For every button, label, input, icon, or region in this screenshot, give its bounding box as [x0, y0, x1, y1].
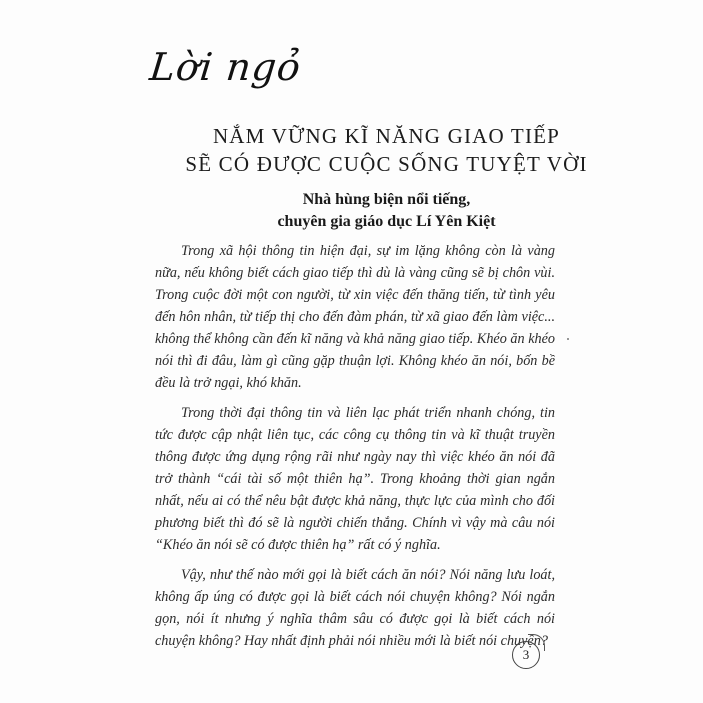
paper-speck	[567, 338, 569, 340]
chapter-heading: Lời ngỏ	[147, 45, 304, 89]
title-line-1: NẮM VỮNG KĨ NĂNG GIAO TIẾP	[212, 124, 561, 148]
page-number: 3	[512, 641, 540, 669]
title-line-2: SẼ CÓ ĐƯỢC CUỘC SỐNG TUYỆT VỜI	[185, 152, 588, 176]
paragraph-2: Trong thời đại thông tin và liên lạc phát triển nhanh chóng, tin tức được cập nhật liên tục, các công cụ thông tin và kĩ thuật truyền thông được ứng dụng rộng rãi như ngày nay thì việc khéo ăn nói đã trở thành “cái tài số một thiên hạ”. Trong khoảng thời gian ngắn nhất, nếu ai có thể nêu bật được khả năng, thực lực của mình cho đối phương biết thì đó sẽ là người chiến thắng. Chính vì vậy mà câu nói “Khéo ăn nói sẽ có được thiên hạ” rất có ý nghĩa.	[155, 405, 555, 553]
body-text	[155, 240, 555, 660]
paragraph-1: Trong xã hội thông tin hiện đại, sự im lặng không còn là vàng nữa, nếu không biết cách giao tiếp thì dù là vàng cũng sẽ bị chôn vùi. Trong cuộc đời một con người, từ xin việc đến thăng tiến, từ tình yêu đến hôn nhân, từ tiếp thị cho đến đàm phán, từ xã giao đến làm việc... không thể không cần đến kĩ năng và khả năng giao tiếp. Khéo ăn khéo nói thì đi đâu, làm gì cũng gặp thuận lợi. Không khéo ăn nói, bốn bề đều là trở ngại, khó khăn.	[155, 243, 555, 391]
author-line-1: Nhà hùng biện nổi tiếng,	[302, 191, 471, 208]
paragraph-3: Vậy, như thế nào mới gọi là biết cách ăn nói? Nói năng lưu loát, không ấp úng có được gọi là biết cách nói chuyện không? Nói ngắn gọn, nói ít nhưng ý nghĩa thâm sâu có được gọi là biết cách nói chuyện không? Hay nhất định phải nói nhiều mới là biết nói chuyện?	[155, 567, 555, 649]
author-line-2: chuyên gia giáo dục Lí Yên Kiệt	[277, 213, 496, 230]
